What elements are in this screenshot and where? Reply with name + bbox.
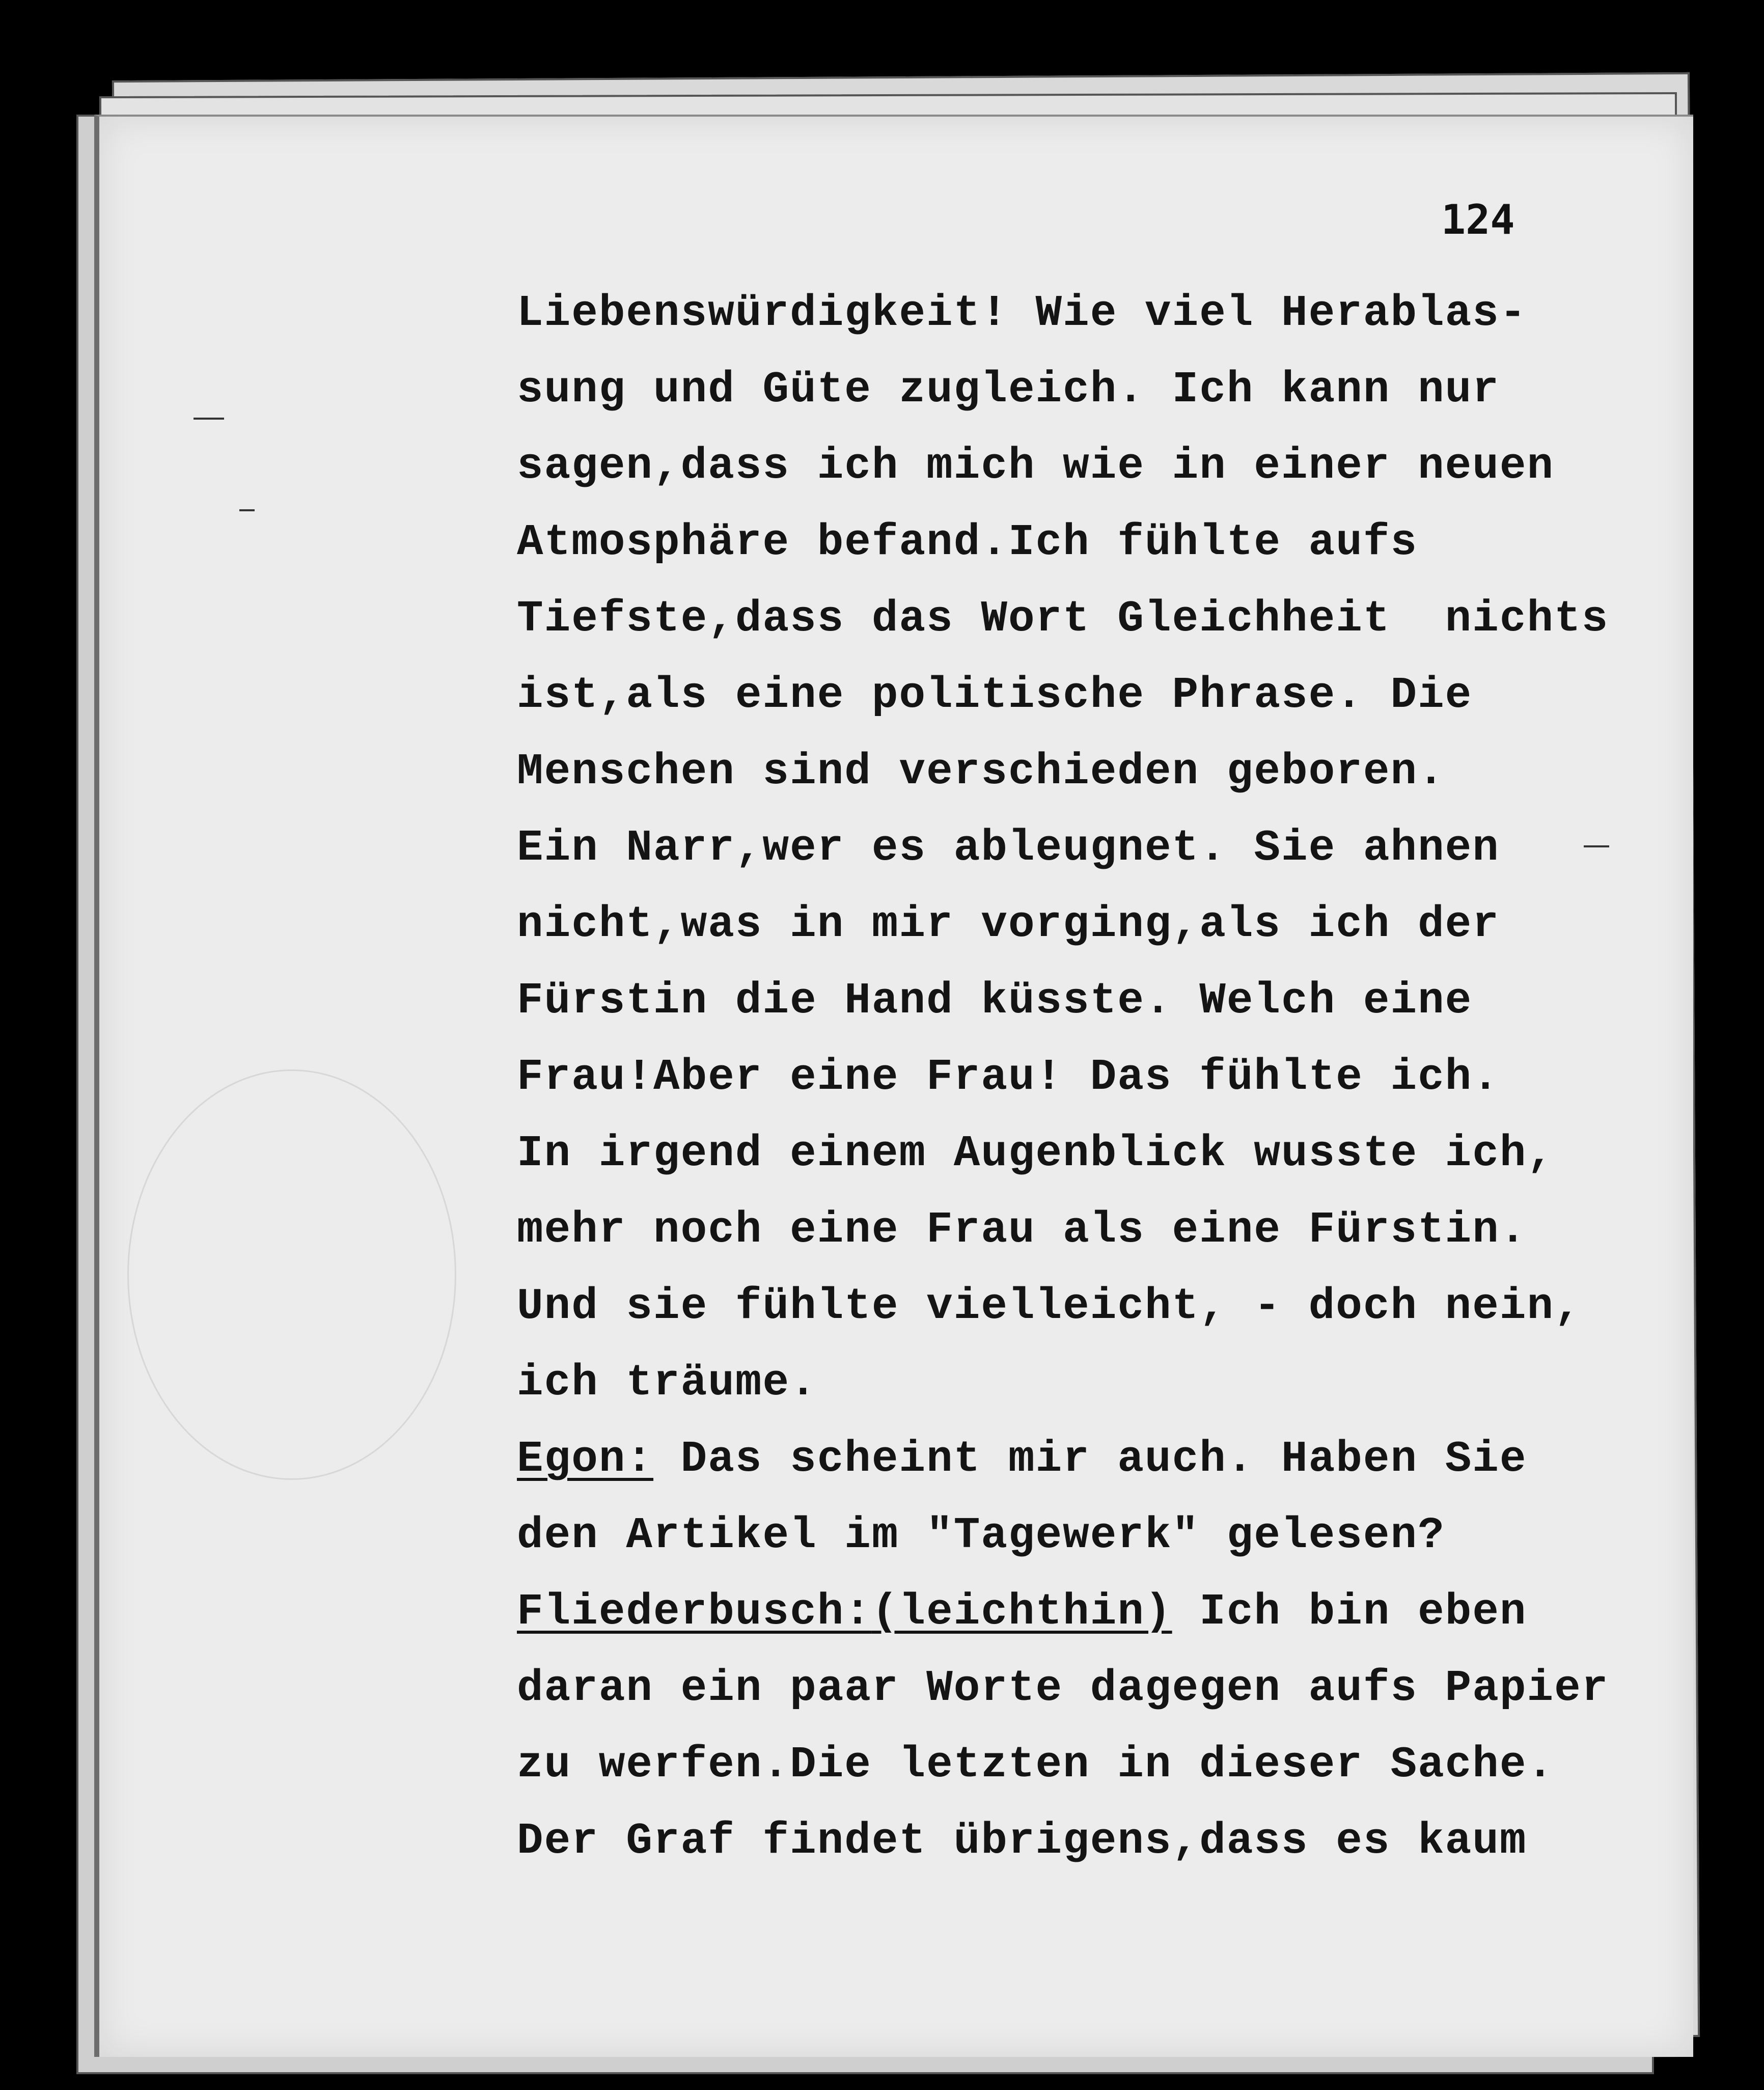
text-line: mehr noch eine Frau als eine Fürstin. <box>517 1205 1527 1255</box>
page-number: 124 <box>1441 196 1515 243</box>
text-line: zu werfen.Die letzten in dieser Sache. <box>517 1740 1555 1790</box>
margin-mark <box>239 509 255 511</box>
margin-mark <box>194 418 224 420</box>
text-line: sung und Güte zugleich. Ich kann nur <box>517 365 1500 415</box>
dialogue-text: Ich bin eben <box>1172 1587 1527 1637</box>
speaker-name: Egon: <box>517 1434 654 1484</box>
text-line: Liebenswürdigkeit! Wie viel Herablas- <box>517 288 1527 338</box>
text-line: Fürstin die Hand küsste. Welch eine <box>517 976 1473 1026</box>
text-line: ich träume. <box>517 1358 817 1408</box>
text-line: Der Graf findet übrigens,dass es kaum <box>517 1816 1527 1866</box>
text-line: Atmosphäre befand.Ich fühlte aufs <box>517 517 1418 567</box>
text-line: Frau!Aber eine Frau! Das fühlte ich. <box>517 1052 1500 1102</box>
text-line: Menschen sind verschieden geboren. <box>517 747 1445 796</box>
text-line: Und sie fühlte vielleicht, - doch nein, <box>517 1281 1582 1331</box>
dialogue-line <box>517 1421 1609 1497</box>
text-line: Ein Narr,wer es ableugnet. Sie ahnen <box>517 823 1500 873</box>
faded-stamp <box>127 1069 456 1480</box>
dialogue-line <box>517 1574 1609 1650</box>
text-line: Tiefste,dass das Wort Gleichheit nichts <box>517 594 1609 644</box>
speaker-name: Fliederbusch: <box>517 1587 872 1637</box>
dialogue-text: Das scheint mir auch. Haben Sie <box>653 1434 1527 1484</box>
text-line: ist,als eine politische Phrase. Die <box>517 670 1473 720</box>
text-line: sagen,dass ich mich wie in einer neuen <box>517 441 1555 491</box>
text-line: In irgend einem Augenblick wusste ich, <box>517 1129 1555 1178</box>
text-line: nicht,was in mir vorging,als ich der <box>517 899 1500 949</box>
typescript-body <box>517 275 1609 1879</box>
stage-direction: (leichthin) <box>871 1587 1172 1637</box>
text-line: den Artikel im "Tagewerk" gelesen? <box>517 1510 1445 1560</box>
text-line: daran ein paar Worte dagegen aufs Papier <box>517 1663 1609 1713</box>
